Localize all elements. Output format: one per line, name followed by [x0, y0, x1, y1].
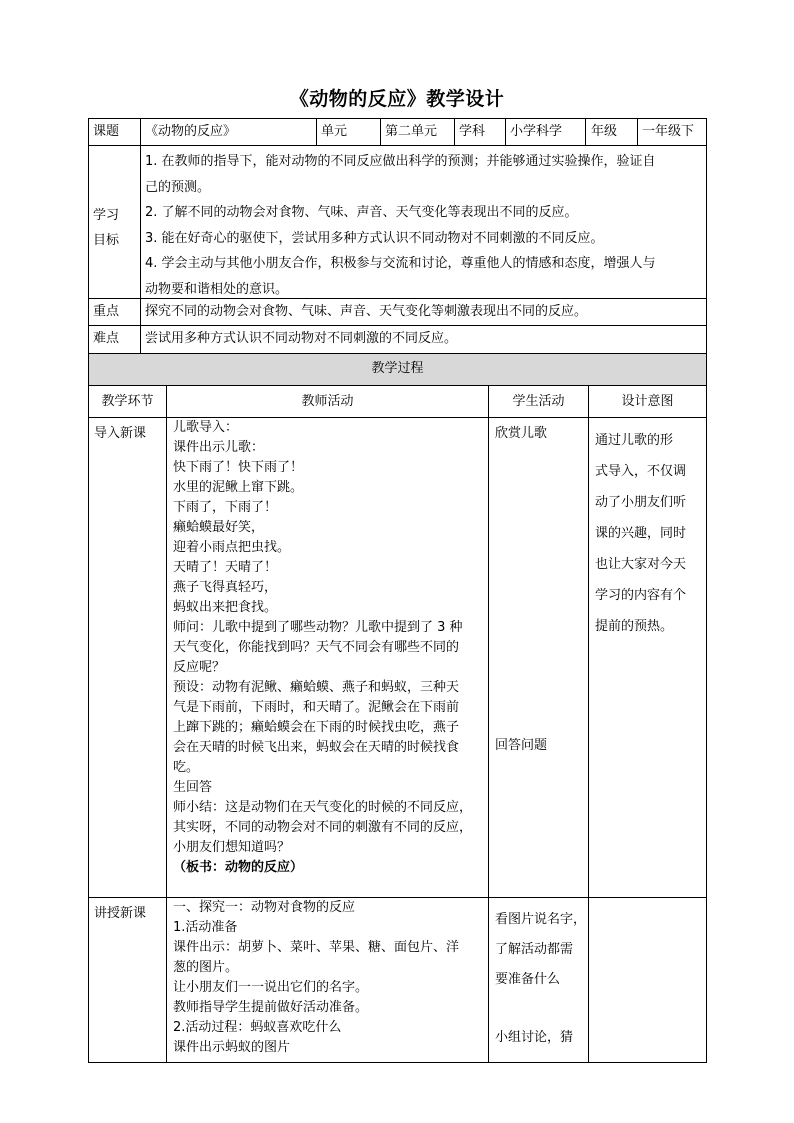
teacher-line: 会在天晴的时候飞出来，蚂蚁会在天晴的时候找食	[173, 740, 460, 755]
intent-line: 通过儿歌的形	[595, 433, 674, 448]
table-rule-vertical	[488, 385, 489, 1062]
teacher-line: 儿歌导入：	[173, 420, 239, 435]
teacher-line: 燕子飞得真轻巧，	[173, 580, 278, 595]
table-border-left	[88, 118, 89, 1063]
table-rule-vertical	[316, 118, 317, 145]
difficulty-text: 尝试用多种方式认识不同动物对不同刺激的不同反应。	[145, 331, 458, 346]
teacher-line: 下雨了，下雨了！	[173, 500, 278, 515]
objective-line: 3. 能在好奇心的驱使下，尝试用多种方式认识不同动物对不同刺激的不同反应。	[145, 230, 604, 246]
objective-line: 动物要和谐相处的意识。	[145, 281, 289, 297]
teacher-line: 2.活动过程：蚂蚁喜欢吃什么	[173, 1020, 342, 1035]
objective-line: 2. 了解不同的动物会对食物、气味、声音、天气变化等表现出不同的反应。	[145, 205, 578, 220]
intro-teacher-activity	[173, 419, 485, 879]
intent-line: 动了小朋友们听	[595, 495, 687, 510]
objectives-label-line: 目标	[93, 233, 120, 248]
column-header-stage: 教学环节	[101, 394, 154, 409]
table-rule-vertical	[140, 118, 141, 145]
teacher-line: 天晴了！天晴了！	[173, 560, 278, 575]
teacher-line: 课件出示：胡萝卜、菜叶、苹果、糖、面包片、洋	[173, 940, 460, 955]
teacher-line: 蚂蚁出来把食找。	[173, 600, 278, 615]
table-rule-vertical	[140, 145, 141, 353]
intent-line: 式导入，不仅调	[595, 464, 687, 479]
grade-label: 年级	[591, 124, 618, 139]
column-header-student: 学生活动	[512, 394, 565, 409]
table-rule-vertical	[505, 118, 506, 145]
document-title: 《动物的反应》教学设计	[289, 88, 505, 110]
table-rule	[88, 417, 707, 418]
table-border-top	[88, 118, 707, 119]
table-rule-vertical	[637, 118, 638, 145]
table-rule-vertical	[380, 118, 381, 145]
teacher-line: 生回答	[173, 780, 213, 795]
teacher-line: 一、探究一：动物对食物的反应	[173, 900, 356, 915]
table-border-bottom	[88, 1062, 707, 1063]
student-line: 了解活动都需	[495, 942, 574, 957]
objectives-label	[93, 203, 119, 253]
intent-line: 提前的预热。	[595, 619, 674, 634]
objectives-text	[145, 149, 703, 302]
subject-value: 小学科学	[510, 124, 563, 139]
table-border-right	[706, 118, 707, 1063]
process-header: 教学过程	[371, 361, 424, 376]
intro-student-activity-2: 回答问题	[495, 738, 548, 753]
teacher-line: 1.活动准备	[173, 920, 238, 935]
objectives-label-line: 学习	[93, 208, 120, 223]
teacher-line: 气是下雨前，下雨时，和天晴了。泥鳅会在下雨前	[173, 700, 460, 715]
table-rule	[88, 145, 707, 146]
teacher-line: 教师指导学生提前做好活动准备。	[173, 1000, 369, 1015]
intro-design-intent	[595, 425, 686, 642]
teacher-line: 师小结：这是动物们在天气变化的时候的不同反应，	[173, 800, 473, 815]
intro-student-activity-1: 欣赏儿歌	[495, 426, 548, 441]
unit-value: 第二单元	[385, 124, 438, 139]
table-rule-vertical	[585, 118, 586, 145]
table-rule	[88, 897, 707, 898]
teacher-line: 癞蛤蟆最好笑，	[173, 520, 265, 535]
teacher-line: 葱的图片。	[173, 960, 239, 975]
intent-line: 课的兴趣，同时	[595, 526, 687, 541]
topic-label: 课题	[93, 124, 120, 139]
teacher-line: 快下雨了！快下雨了！	[173, 460, 304, 475]
teacher-line: 吃。	[173, 760, 200, 775]
objective-line: 1. 在教师的指导下，能对动物的不同反应做出科学的预测；并能够通过实验操作，验证自	[145, 154, 656, 169]
teach-teacher-activity	[173, 899, 485, 1059]
board-note: （板书：动物的反应）	[173, 860, 304, 875]
difficulty-label: 难点	[93, 331, 120, 346]
objective-line: 己的预测。	[145, 179, 211, 195]
intro-stage: 导入新课	[94, 426, 147, 441]
teacher-line: 预设：动物有泥鳅、癞蛤蟆、燕子和蚂蚁，三种天	[173, 680, 460, 695]
column-header-teacher: 教师活动	[301, 394, 354, 409]
teach-student-activity-2: 小组讨论，猜	[495, 1030, 574, 1045]
teacher-line: 小朋友们想知道吗？	[173, 840, 291, 855]
teacher-line: 上蹿下跳的；癞蛤蟆会在下雨的时候找虫吃，燕子	[173, 720, 460, 735]
table-rule	[88, 385, 707, 386]
table-rule-vertical	[454, 118, 455, 145]
teach-stage: 讲授新课	[94, 906, 147, 921]
unit-label: 单元	[321, 124, 348, 139]
subject-label: 学科	[459, 124, 486, 139]
intent-line: 学习的内容有个	[595, 588, 687, 603]
grade-value: 一年级下	[642, 124, 695, 139]
teacher-line: 让小朋友们一一说出它们的名字。	[173, 980, 369, 995]
teacher-line: 反应呢？	[173, 660, 226, 675]
teacher-line: 迎着小雨点把虫找。	[173, 540, 291, 555]
table-rule-vertical	[588, 385, 589, 1062]
student-line: 要准备什么	[495, 972, 561, 987]
column-header-intent: 设计意图	[621, 394, 674, 409]
teach-student-activity-1	[495, 905, 586, 995]
table-rule	[88, 325, 707, 326]
student-line: 看图片说名字，	[495, 912, 587, 927]
objective-line: 4. 学会主动与其他小朋友合作，积极参与交流和讨论，尊重他人的情感和态度，增强人与	[145, 256, 656, 271]
teacher-line: 天气变化，你能找到吗？天气不同会有哪些不同的	[173, 640, 460, 655]
table-rule-vertical	[166, 385, 167, 1062]
teacher-line: 课件出示儿歌：	[173, 440, 265, 455]
teacher-line: 师问：儿歌中提到了哪些动物？儿歌中提到了 3 种	[173, 620, 463, 635]
key-point-label: 重点	[93, 304, 120, 319]
teacher-line: 水里的泥鳅上窜下跳。	[173, 480, 304, 495]
intent-line: 也让大家对今天	[595, 557, 687, 572]
key-point-text: 探究不同的动物会对食物、气味、声音、天气变化等刺激表现出不同的反应。	[145, 304, 588, 319]
teacher-line: 其实呀，不同的动物会对不同的刺激有不同的反应，	[173, 820, 473, 835]
teacher-line: 课件出示蚂蚁的图片	[173, 1040, 291, 1055]
topic-value: 《动物的反应》	[145, 124, 237, 139]
